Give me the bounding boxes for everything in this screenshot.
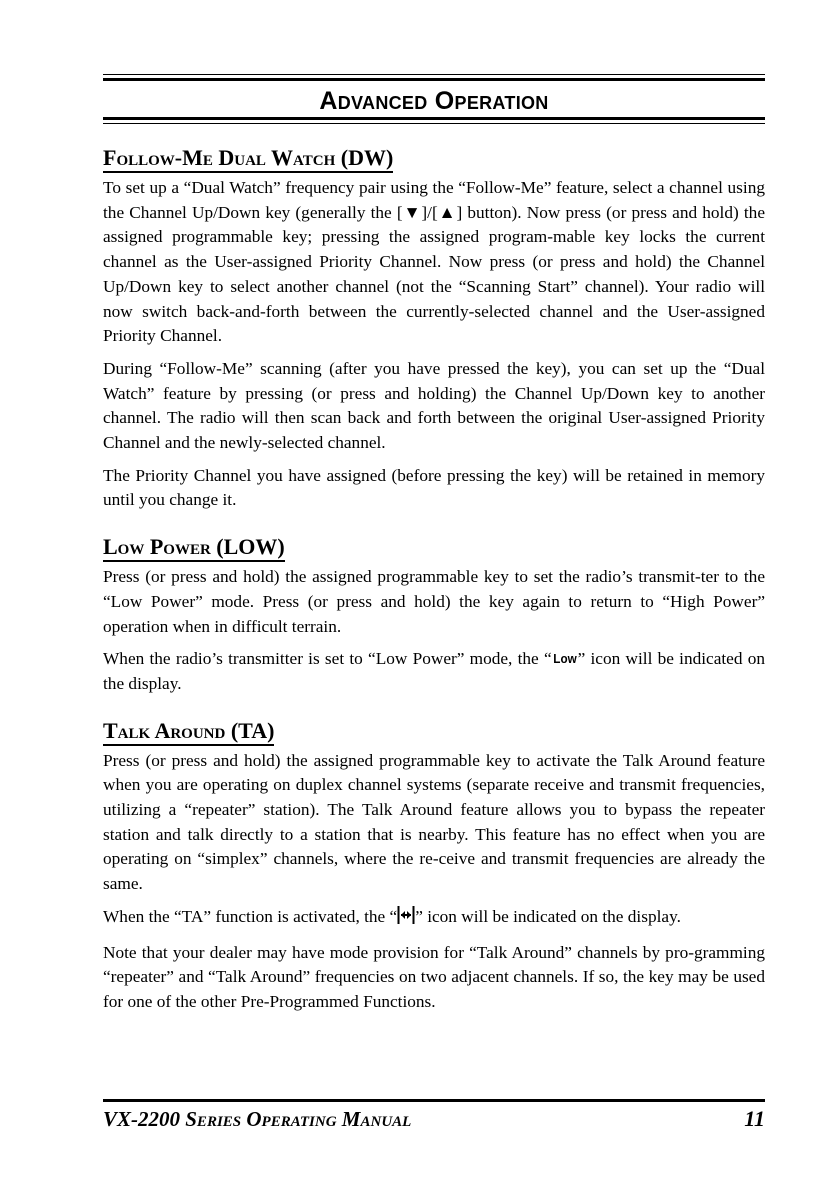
paragraph-with-icon: [103, 905, 765, 933]
text: ” icon will be indicated on the display.: [415, 906, 681, 926]
chapter-rule: [103, 123, 765, 124]
text: ” icon will be indicated on the display.: [103, 649, 765, 693]
text: When the “TA” function is activated, the “: [103, 906, 398, 926]
section-heading: Low Power (LOW): [103, 535, 285, 562]
page-number: 11: [744, 1106, 765, 1131]
paragraph: During “Follow-Me” scanning (after you have pressed the key), you can set up the “Dual Watch” feature by pressing (or press and holding) the Channel Up/Down key to another channel. The radio will then scan back and forth between the original User-assigned Priority Channel and the newly-selected channel.: [103, 358, 765, 453]
text: When the radio’s transmitter is set to “Low Power” mode, the “: [103, 649, 552, 669]
paragraph: The Priority Channel you have assigned (before pressing the key) will be retained in memory until you change it.: [103, 465, 765, 510]
chapter-title: Advanced Operation: [319, 87, 549, 115]
chapter-rule-thick: [103, 117, 765, 120]
header-rule: [103, 74, 765, 75]
paragraph: To set up a “Dual Watch” frequency pair using the “Follow-Me” feature, select a channel using the Channel Up/Down key (generally the [▼]/[▲] button). Now press (or press and hold) the assigned programmable key; pressing the assigned program-mable key locks the current channel as the User-assigned Priority Channel. Now press (or press and hold) the Channel Up/Down key to select another channel (not the “Scanning Start” channel). Your radio will now switch back-and-forth between the currently-selected channel and the User-assigned Priority Channel.: [103, 178, 765, 346]
manual-title: VX-2200 Series Operating Manual: [103, 1107, 412, 1131]
section-heading: Talk Around (TA): [103, 719, 274, 746]
section-low-power: [103, 523, 765, 697]
low-power-icon: Low: [552, 651, 577, 667]
header-rule-thick: [103, 78, 765, 81]
section-talk-around: [103, 707, 765, 1015]
page-body: [103, 74, 765, 1023]
section-heading: Follow-Me Dual Watch (DW): [103, 146, 393, 173]
talk-around-icon: [397, 905, 415, 933]
page-footer: [103, 1099, 765, 1132]
paragraph: Note that your dealer may have mode provision for “Talk Around” channels by pro-gramming “repeater” and “Talk Around” frequencies on two adjacent channels. If so, the key may be used for one of the other Pre-Programmed Functions.: [103, 942, 765, 1011]
section-follow-me: [103, 134, 765, 513]
footer-rule: [103, 1099, 765, 1102]
paragraph-with-icon: [103, 647, 765, 696]
paragraph: Press (or press and hold) the assigned programmable key to set the radio’s transmit-ter to the “Low Power” mode. Press (or press and hold) the key again to return to “High Power” operation when in difficult terrain.: [103, 567, 765, 636]
paragraph: Press (or press and hold) the assigned programmable key to activate the Talk Around feature when you are operating on duplex channel systems (separate receive and transmit frequencies, utilizing a “repeater” station). The Talk Around feature allows you to bypass the repeater station and talk directly to a station that is nearby. This feature has no effect when you are operating on “simplex” channels, where the re-ceive and transmit frequencies are already the same.: [103, 750, 765, 894]
